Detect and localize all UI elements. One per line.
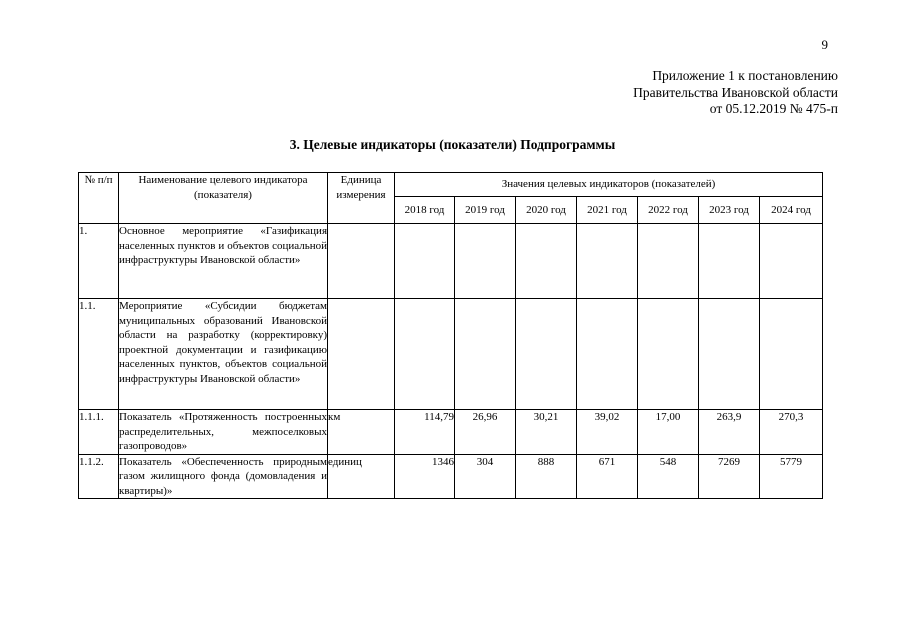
table-row [79, 224, 823, 299]
indicator-name: Показатель «Обеспеченность природным газом жилищного фонда (домовладения и квартиры)» [119, 455, 327, 497]
value-cell [577, 299, 638, 410]
appendix-reference [633, 68, 838, 118]
row-number: 1.1.2. [79, 454, 119, 499]
indicators-table [78, 172, 823, 499]
header-year: 2020 год [516, 197, 577, 224]
value-cell: 270,3 [760, 410, 823, 455]
indicator-name: Мероприятие «Субсидии бюджетам муниципальных образований Ивановской области на разработку (корректировку) проектной документации и газификацию населенных пунктов, объектов социальной инфраструктуры Ивановской области» [119, 299, 328, 410]
value-cell [699, 224, 760, 299]
value-cell [516, 224, 577, 299]
header-year: 2018 год [395, 197, 455, 224]
value-cell: 304 [455, 454, 516, 499]
value-cell [395, 299, 455, 410]
header-year: 2021 год [577, 197, 638, 224]
header-year: 2022 год [638, 197, 699, 224]
table-row [79, 299, 823, 410]
unit-cell: км [328, 410, 395, 455]
section-title: 3. Целевые индикаторы (показатели) Подпрограммы [289, 137, 616, 152]
row-number: 1.1. [79, 299, 119, 410]
unit-cell: единиц [328, 454, 395, 499]
value-cell [699, 299, 760, 410]
unit-cell [328, 299, 395, 410]
value-cell: 263,9 [699, 410, 760, 455]
value-cell: 1346 [395, 454, 455, 499]
value-cell [760, 299, 823, 410]
value-cell [516, 299, 577, 410]
appendix-line-2: Правительства Ивановской области [633, 84, 838, 100]
unit-cell [328, 224, 395, 299]
row-number: 1.1.1. [79, 410, 119, 455]
value-cell: 26,96 [455, 410, 516, 455]
value-cell [638, 299, 699, 410]
value-cell: 888 [516, 454, 577, 499]
value-cell: 114,79 [395, 410, 455, 455]
table-row [79, 410, 823, 455]
indicator-name: Основное мероприятие «Газификация населенных пунктов и объектов социальной инфраструктуры Ивановской области» [119, 224, 328, 299]
indicator-name: Показатель «Протяженность построенных распределительных, межпоселковых газопроводов» [119, 411, 327, 452]
value-cell [455, 224, 516, 299]
header-values: Значения целевых индикаторов (показателей) [395, 173, 823, 197]
value-cell: 30,21 [516, 410, 577, 455]
value-cell: 17,00 [638, 410, 699, 455]
value-cell [395, 224, 455, 299]
header-indicator-name: Наименование целевого индикатора (показателя) [119, 173, 328, 224]
header-year: 2019 год [455, 197, 516, 224]
value-cell: 7269 [699, 454, 760, 499]
value-cell: 5779 [760, 454, 823, 499]
value-cell [638, 224, 699, 299]
value-cell [455, 299, 516, 410]
table-row [79, 454, 823, 499]
header-row [79, 173, 823, 197]
value-cell: 548 [638, 454, 699, 499]
header-unit: Единица измерения [328, 173, 395, 224]
row-number: 1. [79, 224, 119, 299]
header-year: 2024 год [760, 197, 823, 224]
value-cell: 39,02 [577, 410, 638, 455]
value-cell [760, 224, 823, 299]
value-cell [577, 224, 638, 299]
header-year: 2023 год [699, 197, 760, 224]
header-number: № п/п [79, 173, 119, 224]
value-cell: 671 [577, 454, 638, 499]
appendix-line-1: Приложение 1 к постановлению [652, 68, 838, 83]
appendix-line-3: от 05.12.2019 № 475-п [709, 101, 838, 116]
page-number: 9 [821, 37, 828, 52]
